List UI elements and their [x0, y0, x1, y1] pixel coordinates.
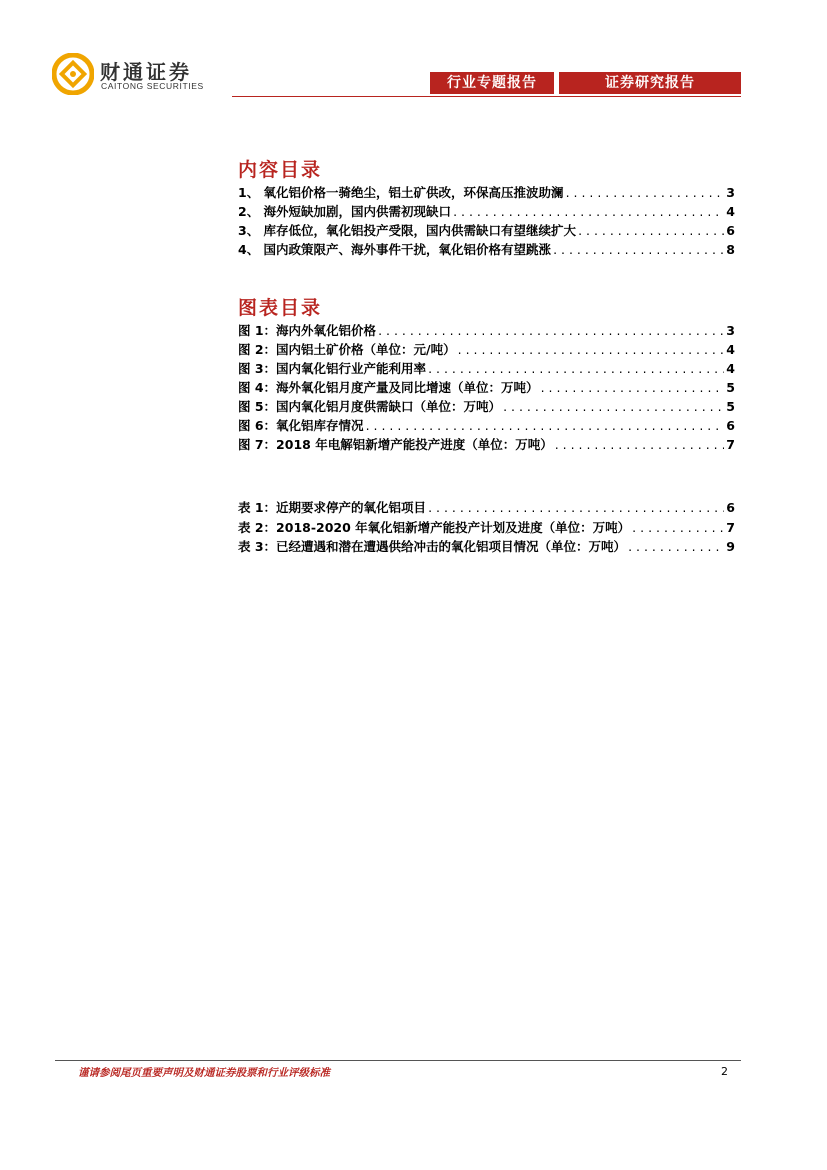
header-divider [232, 96, 741, 97]
table-entry-label: 表 1：近期要求停产的氧化铝项目 [238, 500, 427, 515]
page-number: 2 [721, 1065, 728, 1078]
toc-entry[interactable] [238, 203, 735, 220]
leader-dots [366, 417, 725, 434]
figure-entry-page: 4 [726, 361, 735, 376]
figure-entry-label: 图 3：国内氧化铝行业产能利用率 [238, 361, 427, 376]
table-entry-page: 6 [726, 500, 735, 515]
figure-entry[interactable] [238, 341, 735, 358]
table-entry[interactable] [238, 519, 735, 536]
leader-dots [453, 203, 724, 220]
leader-dots [378, 322, 724, 339]
figure-entry-page: 5 [726, 399, 735, 414]
toc-entry[interactable] [238, 222, 735, 239]
figure-entry-label: 图 5：国内氧化铝月度供需缺口（单位：万吨） [238, 399, 502, 414]
footer-divider [55, 1060, 741, 1061]
leader-dots [553, 241, 724, 258]
table-entry-label: 表 2：2018-2020 年氧化铝新增产能投产计划及进度（单位：万吨） [238, 520, 631, 535]
leader-dots [628, 538, 724, 555]
figure-entry[interactable] [238, 360, 735, 377]
toc-entry-page: 4 [726, 204, 735, 219]
figure-entry-label: 图 2：国内铝土矿价格（单位：元/吨） [238, 342, 456, 357]
table-entry-page: 7 [726, 520, 735, 535]
table-entry[interactable] [238, 538, 735, 555]
leader-dots [578, 222, 724, 239]
figure-entry[interactable] [238, 436, 735, 453]
figure-entry-label: 图 4：海外氧化铝月度产量及同比增速（单位：万吨） [238, 380, 539, 395]
toc-entry-label: 4、 国内政策限产、海外事件干扰，氧化铝价格有望跳涨 [238, 242, 552, 257]
leader-dots [503, 398, 724, 415]
table-entry[interactable] [238, 499, 735, 516]
toc-entry-page: 3 [726, 185, 735, 200]
footer-disclaimer: 谨请参阅尾页重要声明及财通证券股票和行业评级标准 [78, 1067, 330, 1079]
figure-entry-page: 5 [726, 380, 735, 395]
leader-dots [632, 519, 724, 536]
content-toc-title: 内容目录 [238, 159, 323, 181]
leader-dots [458, 341, 725, 358]
toc-entry-page: 8 [726, 242, 735, 257]
figure-entry[interactable] [238, 417, 735, 434]
logo-english-name: CAITONG SECURITIES [101, 81, 204, 91]
toc-entry-label: 3、 库存低位，氧化铝投产受限，国内供需缺口有望继续扩大 [238, 223, 577, 238]
leader-dots [555, 436, 725, 453]
figure-entry-page: 6 [726, 418, 735, 433]
logo-chinese-name: 财通证券 [100, 60, 192, 84]
figure-entry-page: 4 [726, 342, 735, 357]
table-entry-page: 9 [726, 539, 735, 554]
research-report-tab: 证券研究报告 [559, 72, 741, 94]
figure-entry-page: 7 [726, 437, 735, 452]
toc-entry-label: 1、 氧化铝价格一骑绝尘，铝土矿供改，环保高压推波助澜 [238, 185, 564, 200]
leader-dots [428, 360, 724, 377]
leader-dots [566, 184, 725, 201]
leader-dots [541, 379, 725, 396]
toc-entry-label: 2、 海外短缺加剧，国内供需初现缺口 [238, 204, 452, 219]
figure-entry[interactable] [238, 322, 735, 339]
figure-entry-page: 3 [726, 323, 735, 338]
figure-entry-label: 图 1：海内外氧化铝价格 [238, 323, 377, 338]
figure-entry[interactable] [238, 398, 735, 415]
caitong-logo-icon [52, 53, 94, 95]
toc-entry[interactable] [238, 184, 735, 201]
toc-entry-page: 6 [726, 223, 735, 238]
toc-entry[interactable] [238, 241, 735, 258]
table-entry-label: 表 3：已经遭遇和潜在遭遇供给冲击的氧化铝项目情况（单位：万吨） [238, 539, 627, 554]
figure-entry[interactable] [238, 379, 735, 396]
page-header [0, 0, 827, 100]
figure-toc-title: 图表目录 [238, 297, 323, 319]
leader-dots [428, 499, 724, 516]
figure-entry-label: 图 7：2018 年电解铝新增产能投产进度（单位：万吨） [238, 437, 553, 452]
report-type-tab: 行业专题报告 [430, 72, 554, 94]
figure-entry-label: 图 6：氧化铝库存情况 [238, 418, 364, 433]
